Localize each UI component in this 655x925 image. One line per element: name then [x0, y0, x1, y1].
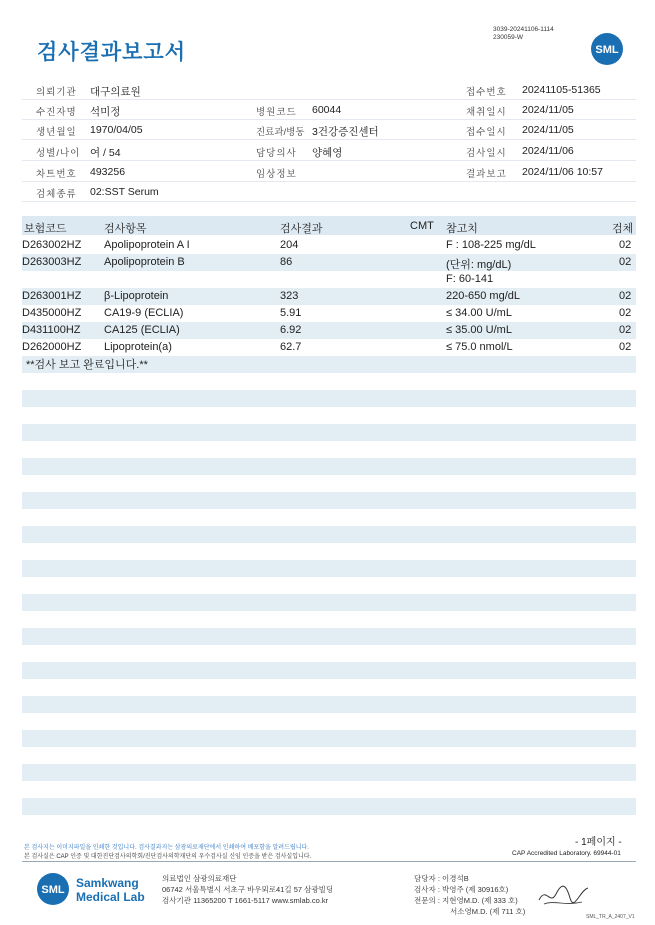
company-name-2: Medical Lab	[76, 890, 145, 904]
table-stripe	[22, 390, 636, 407]
report-title: 검사결과보고서	[37, 41, 187, 64]
org-name: 의료법인 삼광의료재단	[162, 874, 237, 883]
table-stripe	[22, 628, 636, 645]
page-number: - 1페이지 -	[575, 837, 622, 848]
header-cmt: CMT	[410, 220, 434, 232]
table-stripe	[22, 730, 636, 747]
form-number: SML_TR_A_2407_V1	[586, 914, 635, 920]
table-stripe	[22, 526, 636, 543]
dept-value: 3건강증진센터	[312, 126, 379, 138]
org-address: 06742 서울특별시 서초구 바우뫼로41길 57 삼광빌딩	[162, 885, 334, 894]
chart-no-value: 493256	[90, 166, 126, 178]
info-row-1	[22, 80, 636, 100]
table-row: D262000HZ Lipoprotein(a) 62.7 ≤ 75.0 nmol/L 02	[22, 341, 632, 353]
received-date-label: 접수일시	[466, 127, 507, 138]
header-item: 검사항목	[104, 223, 147, 235]
dept-label: 진료과/병동	[256, 127, 305, 138]
reception-no-label: 접수번호	[466, 87, 507, 98]
table-stripe	[22, 492, 636, 509]
reception-no-value: 20241105-51365	[522, 84, 601, 96]
table-stripe	[22, 696, 636, 713]
hospital-code-label: 병원코드	[256, 107, 297, 118]
sex-age-value: 여 / 54	[90, 147, 121, 159]
doctor-label: 담당의사	[256, 148, 297, 159]
staff-specialist-2: 서소영M.D. (제 711 호)	[450, 907, 526, 916]
print-notice: 본 검사지는 이미지파일을 인쇄한 것입니다. 검사결과지는 삼광의료재단에서 인쇄하여 배포함을 알려드립니다.	[24, 845, 309, 851]
table-row: F: 60-141	[446, 273, 494, 285]
table-row: D431100HZ CA125 (ECLIA) 6.92 ≤ 35.00 U/mL 02	[22, 324, 632, 336]
org-contact: 검사기관 11365200 T 1661-5117 www.smlab.co.kr	[162, 896, 329, 905]
birth-value: 1970/04/05	[90, 124, 143, 136]
table-stripe	[22, 594, 636, 611]
accreditation-notice: 본 검사실은 CAP 인증 및 대한진단검사의학회/진단검사의학재단의 우수검사실 신임 인증을 받은 검사실입니다.	[24, 854, 312, 860]
info-row-6	[22, 182, 636, 202]
table-row: D263003HZ Apolipoprotein B 86 (단위: mg/dL) 02	[22, 256, 632, 271]
patient-value: 석미정	[90, 106, 121, 118]
hospital-code-value: 60044	[312, 104, 342, 116]
birth-label: 생년월일	[36, 127, 77, 138]
svg-text:SML: SML	[41, 884, 65, 896]
test-date-label: 검사일시	[466, 148, 507, 159]
specimen-value: 02:SST Serum	[90, 186, 159, 198]
header-ref: 참고치	[446, 223, 478, 235]
institution-value: 대구의료원	[90, 86, 141, 98]
sml-footer-logo	[36, 872, 70, 906]
signature	[536, 880, 592, 910]
info-row-2	[22, 100, 636, 120]
received-date-value: 2024/11/05	[522, 124, 574, 136]
info-row-4	[22, 141, 636, 161]
patient-label: 수진자명	[36, 107, 77, 118]
document-number: 3039-20241106-1114 230059-W	[493, 26, 554, 41]
company-name-1: Samkwang	[76, 876, 139, 890]
institution-label: 의뢰기관	[36, 87, 77, 98]
info-row-3	[22, 120, 636, 140]
table-row: D435000HZ CA19-9 (ECLIA) 5.91 ≤ 34.00 U/mL 02	[22, 307, 632, 319]
footer-divider	[22, 861, 636, 862]
results-table-header	[22, 216, 636, 235]
specimen-label: 검체종류	[36, 189, 77, 200]
table-row: D263001HZ β-Lipoprotein 323 220-650 mg/dL 02	[22, 290, 632, 302]
table-row: D263002HZ Apolipoprotein A I 204 F : 108-225 mg/dL 02	[22, 239, 632, 251]
svg-text:SML: SML	[595, 44, 619, 56]
test-date-value: 2024/11/06	[522, 145, 574, 157]
clinical-label: 임상정보	[256, 169, 297, 180]
table-stripe	[22, 662, 636, 679]
table-stripe	[22, 764, 636, 781]
info-row-5	[22, 162, 636, 182]
table-stripe	[22, 560, 636, 577]
header-result: 검사결과	[280, 223, 323, 235]
header-code: 보험코드	[24, 223, 67, 235]
cap-accreditation: CAP Accredited Laboratory. 69944-01	[512, 850, 621, 857]
staff-manager: 담당자 : 이경석B	[414, 874, 469, 883]
collection-date-label: 채취일시	[466, 107, 507, 118]
staff-specialist-1: 전문의 : 지현영M.D. (제 333 호)	[414, 896, 518, 905]
sex-age-label: 성별/나이	[36, 148, 81, 159]
table-stripe	[22, 798, 636, 815]
collection-date-value: 2024/11/05	[522, 104, 574, 116]
table-stripe	[22, 458, 636, 475]
table-stripe	[22, 424, 636, 441]
report-date-value: 2024/11/06 10:57	[522, 166, 603, 178]
doctor-value: 양혜영	[312, 147, 343, 159]
staff-tester: 검사자 : 박영주 (제 30916호)	[414, 885, 509, 894]
header-specimen: 검체	[612, 223, 634, 235]
chart-no-label: 차트번호	[36, 169, 77, 180]
sml-logo	[590, 32, 624, 66]
completion-note: **검사 보고 완료입니다.**	[26, 359, 148, 371]
report-date-label: 결과보고	[466, 169, 507, 180]
